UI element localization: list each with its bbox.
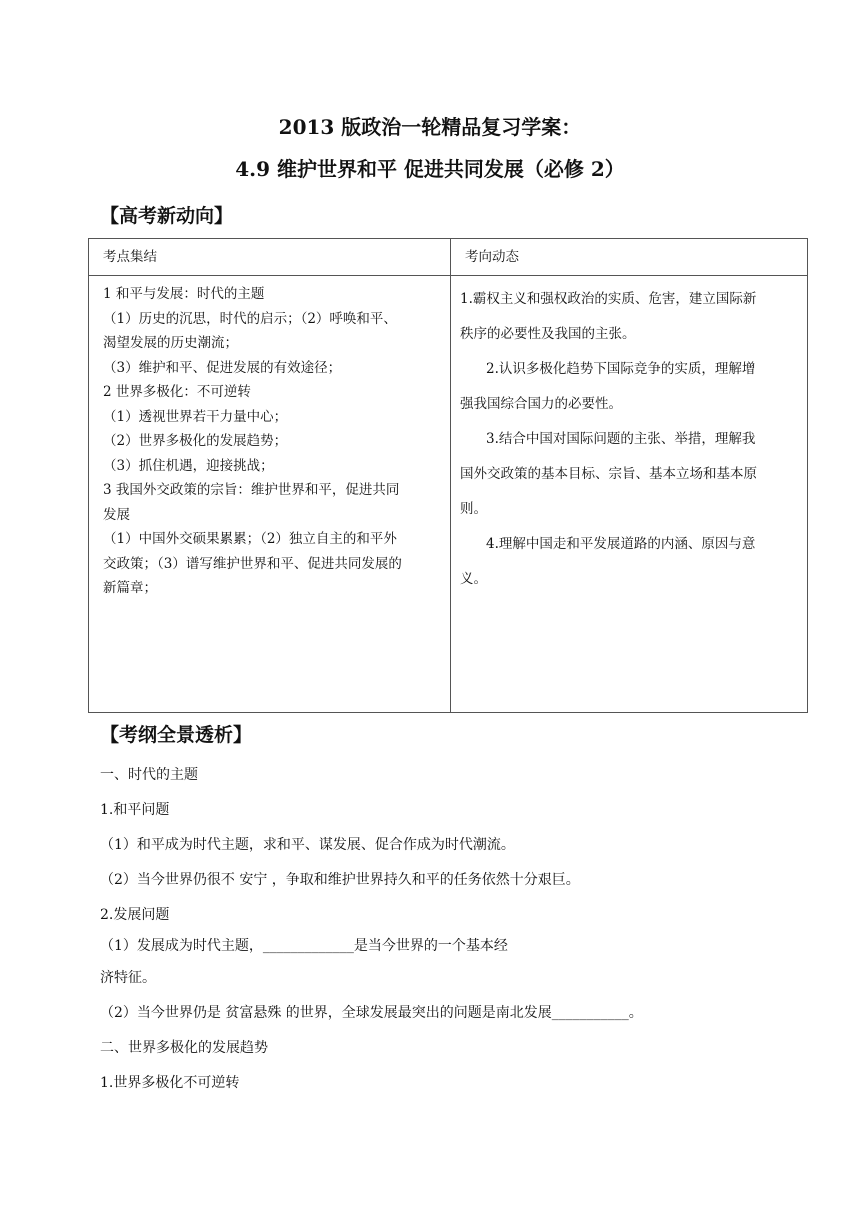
list-item: （2）世界多极化的发展趋势； [103, 433, 288, 449]
list-item: 3 我国外交政策的宗旨：维护世界和平，促进共同 [103, 482, 400, 498]
points-cell [89, 276, 451, 713]
list-item: 国外交政策的基本目标、宗旨、基本立场和基本原 [460, 466, 757, 482]
exam-points-table [88, 238, 808, 713]
body-subheading: 2.发展问题 [100, 907, 170, 923]
list-item: 1 和平与发展：时代的主题 [103, 286, 265, 302]
trends-cell [451, 276, 808, 713]
table-header-row [89, 239, 808, 276]
table-body-row [89, 276, 808, 713]
list-item: 2 世界多极化：不可逆转 [103, 384, 251, 400]
list-item: 2.认识多极化趋势下国际竞争的实质，理解增 [486, 361, 756, 377]
body-subheading: 1.和平问题 [100, 802, 170, 818]
list-item: 1.霸权主义和强权政治的实质、危害，建立国际新 [460, 291, 757, 307]
body-paragraph: （1）和平成为时代主题，求和平、谋发展、促合作成为时代潮流。 [100, 837, 515, 853]
list-item: 新篇章； [103, 580, 157, 596]
body-paragraph: 济特征。 [100, 970, 156, 986]
list-item: （1）透视世界若干力量中心； [103, 408, 288, 425]
list-item: （1）中国外交硕果累累；（2）独立自主的和平外 [103, 531, 397, 547]
list-item: （1）历史的沉思，时代的启示；（2）呼唤和平、 [103, 310, 397, 327]
points-list [89, 276, 450, 601]
body-paragraph: （2）当今世界仍是 贫富悬殊 的世界，全球发展最突出的问题是南北发展___________。 [100, 1005, 643, 1021]
body-heading: 二、世界多极化的发展趋势 [100, 1040, 268, 1056]
list-item: 义。 [460, 571, 487, 587]
body-paragraph: （2）当今世界仍很不 安宁 ，争取和维护世界持久和平的任务依然十分艰巨。 [100, 872, 580, 888]
body-heading: 一、时代的主题 [100, 767, 198, 783]
body-paragraph: （1）发展成为时代主题，_____________是当今世界的一个基本经 [100, 938, 508, 954]
list-item: 4.理解中国走和平发展道路的内涵、原因与意 [486, 536, 756, 552]
col-header-trends: 考向动态 [465, 249, 519, 265]
table-header-cell [451, 239, 808, 276]
list-item: 发展 [103, 506, 130, 523]
list-item: （3）维护和平、促进发展的有效途径； [103, 359, 342, 376]
section-heading-trends: 【高考新动向】 [100, 205, 234, 227]
list-item: 渴望发展的历史潮流； [103, 335, 238, 351]
body-subheading: 1.世界多极化不可逆转 [100, 1075, 240, 1091]
trends-list [451, 276, 807, 597]
document-title: 2013 版政治一轮精品复习学案： [278, 115, 582, 139]
list-item: 则。 [460, 501, 487, 517]
col-header-points: 考点集结 [103, 249, 157, 265]
list-item: 交政策；（3）谱写维护世界和平、促进共同发展的 [103, 555, 402, 572]
list-item: 3.结合中国对国际问题的主张、举措，理解我 [486, 431, 756, 447]
list-item: 强我国综合国力的必要性。 [460, 396, 622, 412]
document-subtitle: 4.9 维护世界和平 促进共同发展（必修 2） [235, 157, 625, 181]
list-item: （3）抓住机遇，迎接挑战； [103, 457, 274, 474]
list-item: 秩序的必要性及我国的主张。 [460, 326, 636, 342]
table-header-cell [89, 239, 451, 276]
section-heading-syllabus: 【考纲全景透析】 [100, 724, 253, 746]
